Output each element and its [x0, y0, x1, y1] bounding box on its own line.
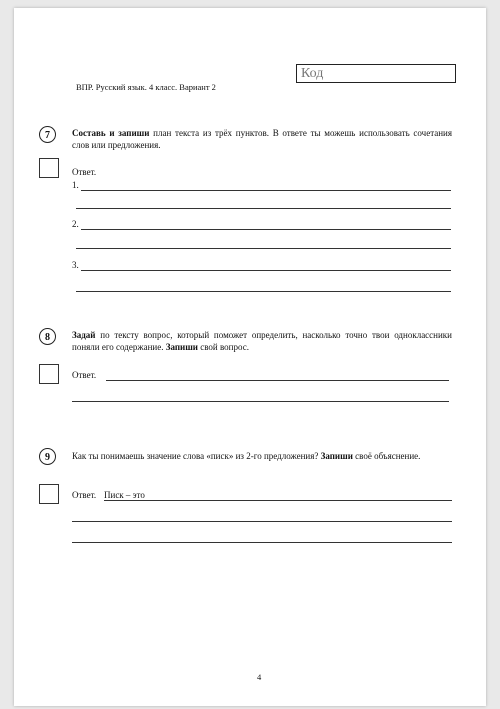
- question-8-number: 8: [39, 328, 56, 345]
- question-7-item-3-label: 3.: [72, 260, 79, 270]
- question-8-instruction: по тексту вопрос, который поможет определить, насколько точно твои одноклассники поняли его содержание.: [72, 330, 452, 352]
- question-7-number: 7: [39, 126, 56, 143]
- question-7-item-1-line[interactable]: [81, 190, 451, 191]
- question-9-score-box[interactable]: [39, 484, 59, 504]
- question-9-text: [72, 451, 452, 463]
- page-number: 4: [257, 672, 262, 682]
- question-8-answer-label: Ответ.: [72, 370, 97, 380]
- question-9-answer-line-3[interactable]: [72, 542, 452, 543]
- question-8-answer-line[interactable]: [106, 380, 449, 381]
- worksheet-page: [14, 8, 486, 706]
- question-7-item-2-label: 2.: [72, 219, 79, 229]
- question-7-score-box[interactable]: [39, 158, 59, 178]
- question-8-score-box[interactable]: [39, 364, 59, 384]
- question-7-bold-instruction: Составь и запиши: [72, 128, 150, 138]
- page-header-title: ВПР. Русский язык. 4 класс. Вариант 2: [76, 82, 216, 92]
- question-7-item-2-line[interactable]: [81, 229, 451, 230]
- question-7-item-2-line-2[interactable]: [76, 248, 451, 249]
- question-7-instruction: план текста из трёх пунктов. В ответе ты можешь использовать сочетания слов или предложения.: [72, 128, 453, 150]
- question-8-bold-instruction: Задай: [72, 330, 96, 340]
- question-8-instruction-end: свой вопрос.: [198, 341, 249, 352]
- question-9-answer-prefix: Писк – это: [104, 490, 145, 500]
- question-7-item-1-label: 1.: [72, 180, 79, 190]
- question-9-bold-write: Запиши: [320, 451, 353, 461]
- question-9-answer-label: Ответ.: [72, 490, 97, 500]
- question-7-text: [72, 128, 452, 151]
- question-8-text: [72, 330, 452, 353]
- code-field[interactable]: Код: [296, 64, 456, 83]
- question-7-item-3-line[interactable]: [81, 270, 451, 271]
- question-9-answer-line[interactable]: [104, 500, 452, 501]
- question-7-item-3-line-2[interactable]: [76, 291, 451, 292]
- question-9-number: 9: [39, 448, 56, 465]
- question-9-instruction-end: своё объяснение.: [352, 451, 421, 461]
- question-8-answer-line-2[interactable]: [72, 401, 449, 402]
- question-9-instruction: Как ты понимаешь значение слова «писк» из 2-го предложения?: [72, 451, 321, 461]
- question-7-item-1-line-2[interactable]: [76, 208, 451, 209]
- question-9-answer-line-2[interactable]: [72, 521, 452, 522]
- question-7-answer-label: Ответ.: [72, 167, 97, 177]
- question-8-bold-write: Запиши: [165, 341, 198, 352]
